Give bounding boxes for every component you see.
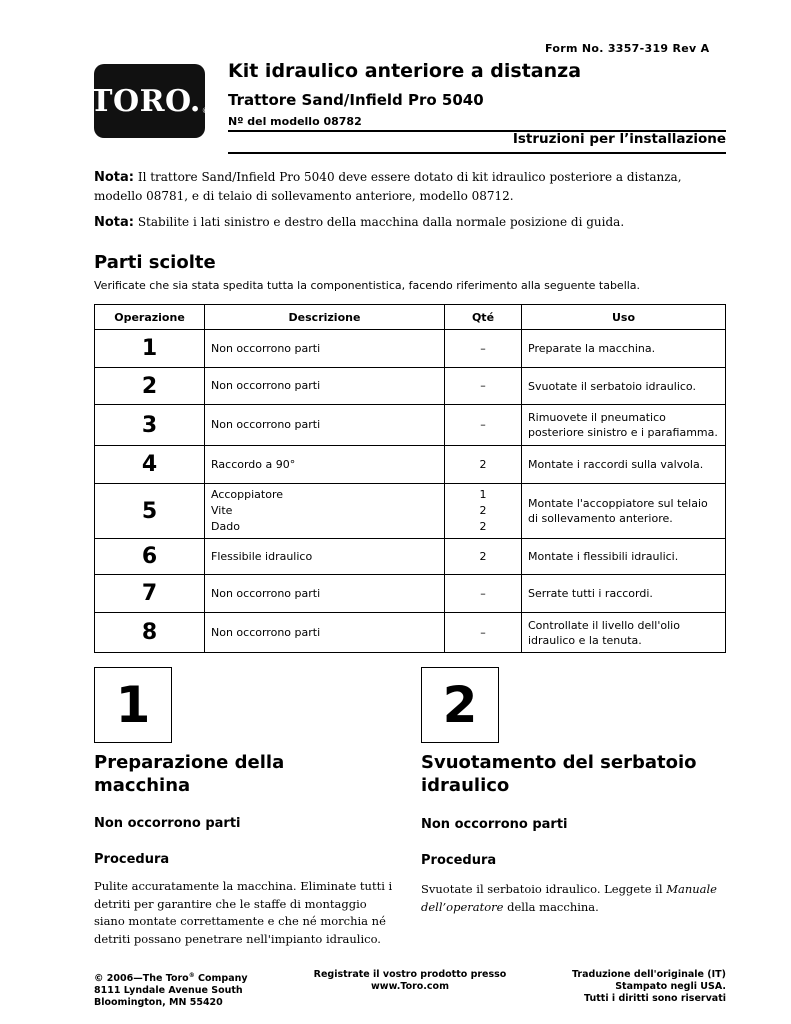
quantity-cell: – [445,405,522,446]
operation-number: 7 [95,575,205,613]
note-text: Stabilite i lati sinistro e destro della macchina dalla normale posizione di guida. [137,215,625,229]
operation-number: 2 [95,368,205,405]
parts-intro: Verificate che sia stata spedita tutta la componentistica, facendo riferimento alla seguente tabella. [94,279,641,292]
parts-heading: Parti sciolte [94,252,216,273]
description-cell: Non occorrono parti [205,405,445,446]
table-row [95,575,726,613]
description-cell: Raccordo a 90° [205,446,445,484]
logo-registered-mark: ® [201,107,209,115]
quantity-cell: 2 [445,446,522,484]
use-cell: Rimuovete il pneumatico posteriore sinistro e i parafiamma. [522,405,726,446]
footer-copyright [94,970,248,1009]
quantity-cell: – [445,368,522,405]
operation-number: 5 [95,484,205,539]
model-number: Nº del modello 08782 [228,115,362,128]
footer-rights-line: Tutti i diritti sono riservati [584,993,726,1004]
operation-number: 4 [95,446,205,484]
use-cell: Montate i flessibili idraulici. [522,539,726,575]
table-row [95,330,726,368]
table-row [95,539,726,575]
description-cell: Flessibile idraulico [205,539,445,575]
operation-number: 1 [95,330,205,368]
quantity-cell: – [445,613,522,653]
column-header-operation: Operazione [95,305,205,330]
note-1 [94,168,730,205]
step-1-body: Pulite accuratamente la macchina. Eliminate tutti i detriti per garantire che le staffe di montaggio siano montate correttamente e che né morchia né detriti possano penetrare nell'impianto idraulico. [94,879,393,946]
step-1-parts-note: Non occorrono parti [94,816,241,831]
step-2-parts-note: Non occorrono parti [421,817,568,832]
quantity-cell: – [445,575,522,613]
parts-table [94,304,726,653]
footer-register-text: Registrate il vostro prodotto presso [313,969,507,980]
description-cell: Non occorrono parti [205,613,445,653]
operation-number: 6 [95,539,205,575]
use-cell: Svuotate il serbatoio idraulico. [522,368,726,405]
note-2 [94,213,730,232]
use-cell: Controllate il livello dell'olio idraulico e la tenuta. [522,613,726,653]
form-number: Form No. 3357-319 Rev A [545,42,710,55]
footer-address-city: Bloomington, MN 55420 [94,997,223,1009]
description-cell: Non occorrono parti [205,575,445,613]
quantity-cell: 2 [445,539,522,575]
footer-translation-line: Traduzione dell'originale (IT) [572,969,726,980]
step-2-body-text-end: della macchina. [503,899,599,914]
operator-manual-reference: Manuale dell’operatore [421,882,717,914]
step-2-body-text: Svuotate il serbatoio idraulico. Leggete il [421,882,667,896]
step-1-procedure-label: Procedura [94,852,170,867]
table-header-row [95,305,726,330]
step-1-number-box: 1 [94,667,172,743]
installation-instructions-label: Istruzioni per l’installazione [512,131,726,147]
note-label: Nota: [94,215,134,230]
note-text: Il trattore Sand/Infield Pro 5040 deve essere dotato di kit idraulico posteriore a distanza, modello 08781, e di telaio di sollevamento anteriore, modello 08712. [94,170,682,203]
footer-translation-info [572,969,726,1005]
column-header-description: Descrizione [205,305,445,330]
footer-address-street: 8111 Lyndale Avenue South [94,985,243,997]
operation-number: 8 [95,613,205,653]
document-subtitle: Trattore Sand/Infield Pro 5040 [228,91,484,109]
use-cell: Montate i raccordi sulla valvola. [522,446,726,484]
quantity-cell: 1 2 2 [445,484,522,539]
company-text: Company [194,973,248,985]
quantity-cell: – [445,330,522,368]
copyright-text: © 2006—The Toro [94,973,189,985]
document-title: Kit idraulico anteriore a distanza [228,60,582,82]
header-rule-bottom [228,152,726,154]
table-row [95,368,726,405]
note-label: Nota: [94,170,134,185]
description-cell: Accoppiatore Vite Dado [205,484,445,539]
use-cell: Serrate tutti i raccordi. [522,575,726,613]
logo-text: TORO. [90,83,201,119]
step-2-title: Svuotamento del serbatoio idraulico [421,752,697,796]
footer-registration [300,969,520,993]
column-header-use: Uso [522,305,726,330]
description-cell: Non occorrono parti [205,330,445,368]
use-cell: Preparate la macchina. [522,330,726,368]
footer-website-link[interactable]: www.Toro.com [371,981,449,992]
table-row [95,446,726,484]
registered-mark: ® [188,972,195,979]
table-row [95,405,726,446]
table-row [95,613,726,653]
description-cell: Non occorrono parti [205,368,445,405]
column-header-quantity: Qté [445,305,522,330]
step-2-procedure-label: Procedura [421,853,497,868]
operation-number: 3 [95,405,205,446]
footer-copyright-line [94,970,248,985]
step-2-body [421,881,726,916]
step-1-title: Preparazione della macchina [94,752,285,796]
footer-printed-line: Stampato negli USA. [615,981,726,992]
step-2-number-box: 2 [421,667,499,743]
use-cell: Montate l'accoppiatore sul telaio di sollevamento anteriore. [522,484,726,539]
table-row [95,484,726,539]
toro-logo [90,64,209,138]
